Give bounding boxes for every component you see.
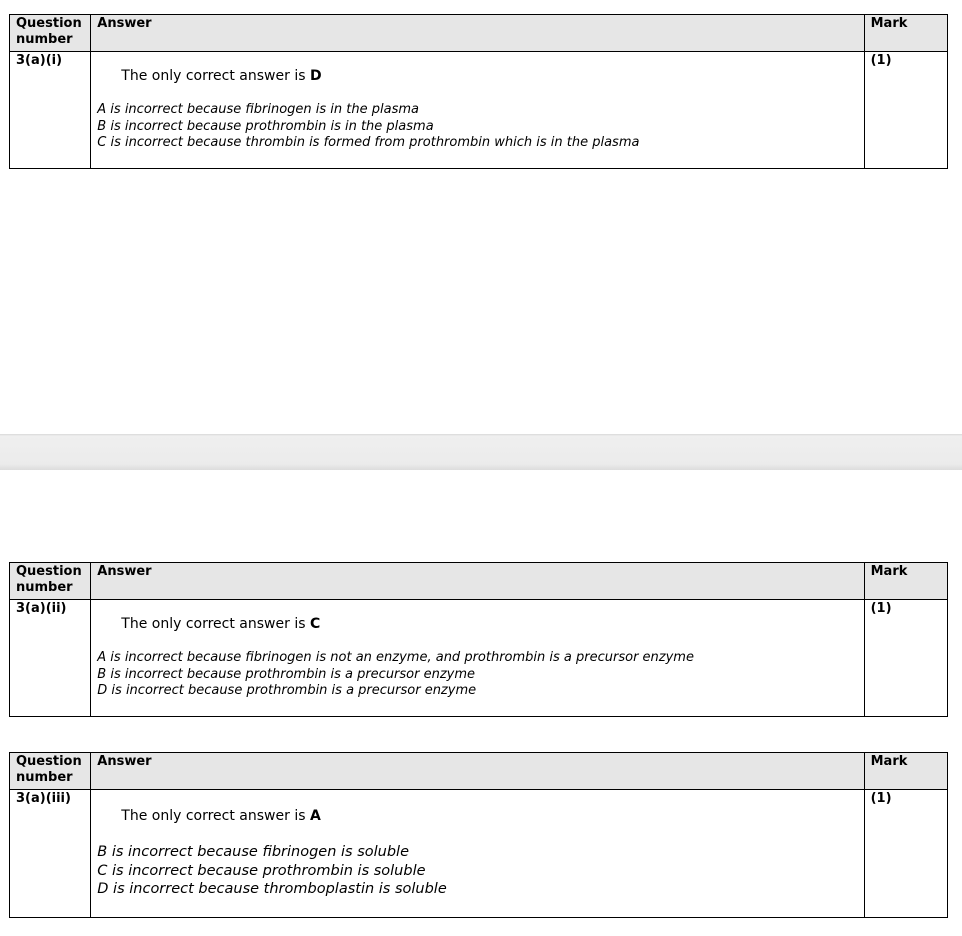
answer-header: Answer — [91, 753, 864, 790]
question-number-header: Question number — [10, 753, 91, 790]
correct-letter: C — [309, 616, 321, 632]
reason-item: B is incorrect because prothrombin is in the plasma — [97, 118, 434, 134]
reason-item: D is incorrect because thromboplastin is soluble — [97, 881, 447, 897]
reason-item: A is incorrect because fibrinogen is in the plasma — [97, 102, 419, 117]
reason-item: C is incorrect because prothrombin is soluble — [97, 862, 426, 879]
reason-item: A is incorrect because fibrinogen is not an enzyme, and prothrombin is a precursor enzyme — [97, 650, 694, 665]
question-number: 3(a)(i) — [10, 52, 91, 169]
reasons-list — [97, 102, 857, 152]
mark-value: (1) — [864, 52, 947, 169]
question-number: 3(a)(iii) — [10, 790, 91, 918]
mark-scheme-table-1 — [9, 14, 948, 169]
answer-row — [10, 600, 948, 717]
intro-text: The only correct answer is — [121, 808, 306, 824]
question-number-header: Question number — [10, 15, 91, 52]
reasons-list — [97, 843, 857, 899]
reason-item: B is incorrect because fibrinogen is soluble — [97, 844, 409, 860]
correct-answer-statement — [121, 616, 857, 632]
mark-scheme-table-2 — [9, 562, 948, 717]
intro-text: The only correct answer is — [121, 68, 306, 84]
mark-scheme-table-3 — [9, 752, 948, 918]
mark-value: (1) — [864, 790, 947, 918]
table-header-row — [10, 563, 948, 600]
answer-header: Answer — [91, 15, 864, 52]
intro-text: The only correct answer is — [121, 616, 306, 632]
correct-letter: A — [309, 808, 321, 824]
answer-row — [10, 52, 948, 169]
mark-header: Mark — [864, 753, 947, 790]
answer-cell — [91, 600, 864, 717]
answer-cell — [91, 790, 864, 918]
table-header-row — [10, 753, 948, 790]
answer-header: Answer — [91, 563, 864, 600]
question-number: 3(a)(ii) — [10, 600, 91, 717]
correct-answer-statement — [121, 68, 857, 84]
correct-letter: D — [309, 68, 322, 84]
mark-header: Mark — [864, 15, 947, 52]
reason-item: B is incorrect because prothrombin is a precursor enzyme — [97, 666, 476, 682]
mark-header: Mark — [864, 563, 947, 600]
reasons-list — [97, 650, 857, 700]
question-number-header: Question number — [10, 563, 91, 600]
page-separator — [0, 434, 962, 470]
mark-value: (1) — [864, 600, 947, 717]
reason-item: C is incorrect because thrombin is formed from prothrombin which is in the plasma — [97, 135, 640, 150]
table-header-row — [10, 15, 948, 52]
answer-cell — [91, 52, 864, 169]
answer-row — [10, 790, 948, 918]
reason-item: D is incorrect because prothrombin is a precursor enzyme — [97, 683, 477, 698]
correct-answer-statement — [121, 808, 857, 824]
